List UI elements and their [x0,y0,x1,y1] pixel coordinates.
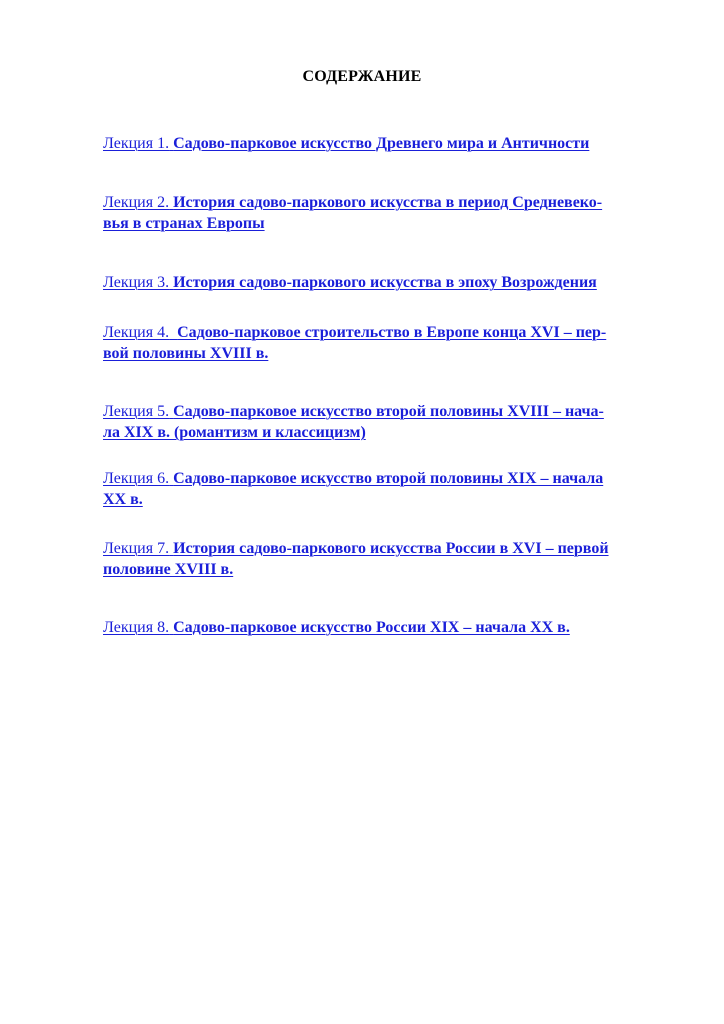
lecture-title-line-2: XX в. [103,491,143,508]
lecture-title-line-2: половине XVIII в. [103,561,234,578]
lecture-title-line-1: Садово-парковое искусство России XIX – начала XX в. [173,619,570,636]
toc-link[interactable] [103,194,602,232]
lecture-number: Лекция 4. [103,324,170,341]
lecture-number: Лекция 2. [103,194,170,211]
toc-link[interactable] [103,274,597,291]
lecture-title-line-1: Садово-парковое искусство второй половины XIX – начала [173,470,604,487]
lecture-number: Лекция 3. [103,274,170,291]
lecture-title-line-1: История садово-паркового искусства в эпоху Возрождения [173,274,597,291]
lecture-title-line-2: ла XIX в. (романтизм и классицизм) [103,424,366,441]
toc-entry-2[interactable] [103,192,648,234]
lecture-title-line-1: Садово-парковое строительство в Европе конца XVI – пер- [177,324,607,341]
toc-entry-3[interactable] [103,272,648,293]
lecture-title-line-1: История садово-паркового искусства в период Средневеко- [173,194,603,211]
lecture-title-line-2: вой половины XVIII в. [103,345,269,362]
toc-entry-7[interactable] [103,538,648,580]
lecture-title-line-1: Садово-парковое искусство Древнего мира и Античности [173,135,590,152]
toc-link[interactable] [103,403,604,441]
lecture-number: Лекция 7. [103,540,170,557]
lecture-title-line-1: История садово-паркового искусства России в XVI – первой [173,540,609,557]
toc-entry-5[interactable] [103,401,648,443]
lecture-number: Лекция 8. [103,619,170,636]
lecture-title-line-1: Садово-парковое искусство второй половины XVIII – нача- [173,403,604,420]
toc-link[interactable] [103,619,570,636]
lecture-title-line-2: вья в странах Европы [103,215,265,232]
toc-entry-6[interactable] [103,468,648,510]
page-title: СОДЕРЖАНИЕ [302,68,422,85]
toc-entry-4[interactable] [103,322,648,364]
toc-link[interactable] [103,540,609,578]
lecture-number: Лекция 5. [103,403,170,420]
toc-link[interactable] [103,135,589,152]
toc-entry-8[interactable] [103,617,648,638]
toc-link[interactable] [103,470,603,508]
toc-entry-1[interactable] [103,133,648,154]
lecture-number: Лекция 6. [103,470,170,487]
toc-link[interactable] [103,324,606,362]
lecture-number: Лекция 1. [103,135,170,152]
